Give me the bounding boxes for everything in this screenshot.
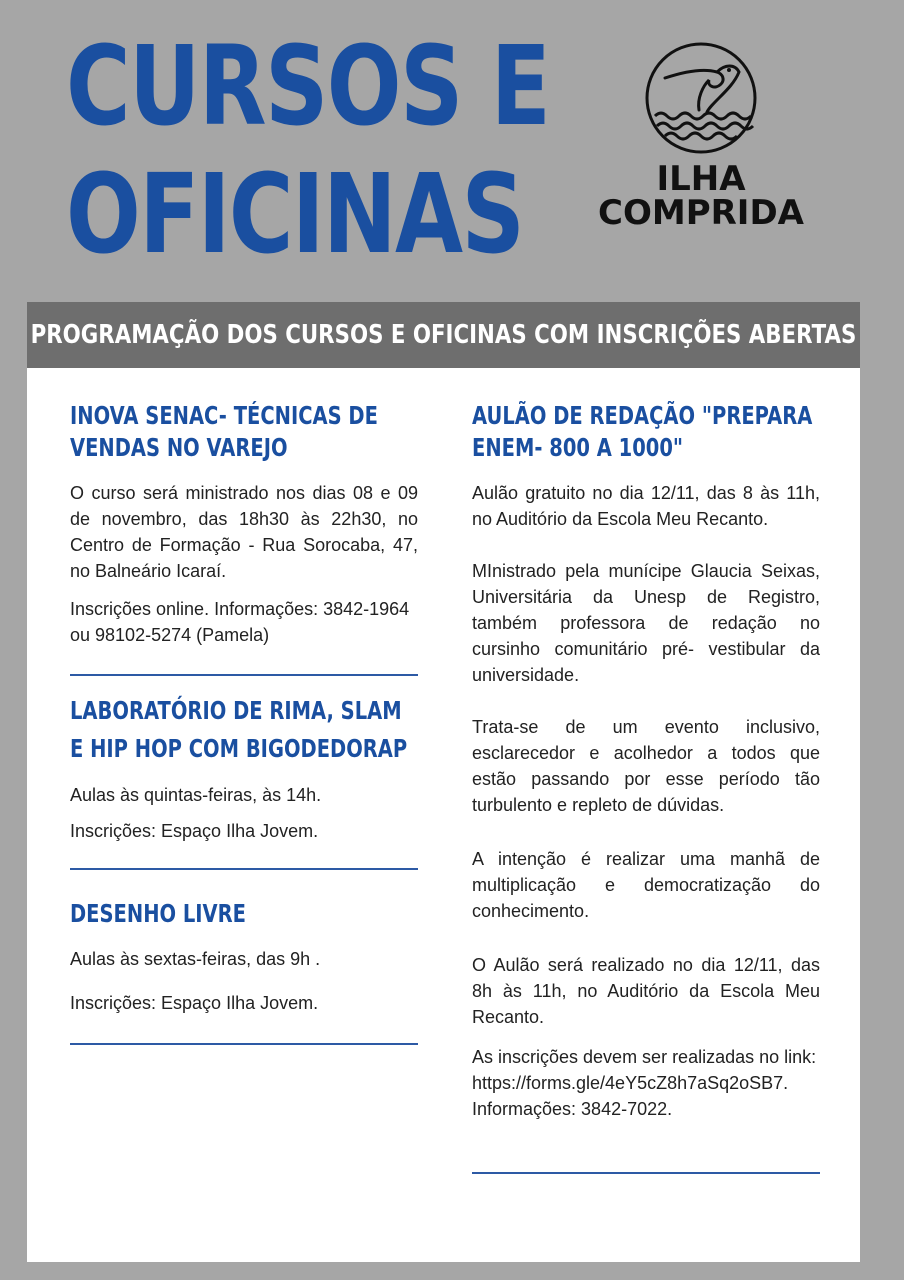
logo-text [590, 159, 812, 233]
aulao-intention: A intenção é realizar uma manhã de multiplicação e democratização do conhecimento. [472, 849, 820, 921]
content-panel [27, 368, 860, 1262]
course-laboratorio-rima-body [70, 782, 418, 808]
page-title [66, 22, 549, 278]
aulao-paragraph-1 [472, 480, 820, 532]
course-laboratorio-rima-info [70, 818, 418, 844]
course-aulao-redacao [472, 400, 820, 464]
logo-text-line-2: COMPRIDA [598, 193, 804, 233]
ilha-comprida-logo [590, 42, 812, 233]
aulao-date-location: O Aulão será realizado no dia 12/11, das 8h às 11h, no Auditório da Escola Meu Recanto. [472, 955, 820, 1027]
logo-text-line-1: ILHA [656, 159, 746, 199]
course-desenho-livre [70, 898, 418, 930]
course-title: INOVA SENAC- TÉCNICAS DE VENDAS NO VAREJO [70, 401, 378, 462]
aulao-paragraph-5 [472, 952, 820, 1030]
course-title: LABORATÓRIO DE RIMA, SLAM E HIP HOP COM BIGODEDORAP [70, 696, 408, 763]
aulao-paragraph-3 [472, 714, 820, 818]
course-schedule: Aulas às quintas-feiras, às 14h. [70, 785, 322, 805]
programming-banner [27, 302, 860, 368]
aulao-paragraph-2 [472, 558, 820, 688]
course-description: O curso será ministrado nos dias 08 e 09 de novembro, das 18h30 às 22h30, no Centro de Formação - Rua Sorocaba, 47, no Balneário Icaraí. [70, 483, 418, 581]
heron-waves-icon [643, 42, 759, 154]
registration-link[interactable]: https://forms.gle/4eY5cZ8h7aSq2oSB7. [472, 1073, 789, 1093]
aulao-registration-text: As inscrições devem ser realizadas no link: [472, 1047, 817, 1067]
aulao-description: Trata-se de um evento inclusivo, esclarecedor e acolhedor a todos que estão passando por esse período tão turbulento e repleto de dúvidas. [472, 717, 820, 815]
section-divider [70, 868, 418, 870]
section-divider [70, 1043, 418, 1045]
title-line-1: CURSOS E [66, 22, 550, 150]
aulao-intro: Aulão gratuito no dia 12/11, das 8 às 11h, no Auditório da Escola Meu Recanto. [472, 483, 820, 529]
aulao-registration [472, 1044, 820, 1122]
course-desenho-livre-body [70, 946, 418, 972]
course-registration-info: Inscrições: Espaço Ilha Jovem. [70, 993, 319, 1013]
banner-text: PROGRAMAÇÃO DOS CURSOS E OFICINAS COM INSCRIÇÕES ABERTAS [30, 320, 857, 350]
aulao-contact-info: Informações: 3842-7022. [472, 1099, 673, 1119]
course-laboratorio-rima [70, 692, 418, 768]
course-registration-info: Inscrições online. Informações: 3842-1964 ou 98102-5274 (Pamela) [70, 599, 410, 645]
course-inova-senac-body [70, 480, 418, 584]
section-divider [472, 1172, 820, 1174]
course-title: DESENHO LIVRE [70, 899, 246, 928]
section-divider [70, 674, 418, 676]
course-inova-senac [70, 400, 418, 464]
course-inova-senac-info [70, 596, 418, 648]
course-desenho-livre-info [70, 990, 418, 1016]
title-line-2: OFICINAS [66, 150, 524, 278]
course-title: AULÃO DE REDAÇÃO "PREPARA ENEM- 800 A 1000" [472, 401, 813, 462]
aulao-paragraph-4 [472, 846, 820, 924]
course-registration-info: Inscrições: Espaço Ilha Jovem. [70, 821, 319, 841]
course-schedule: Aulas às sextas-feiras, das 9h . [70, 949, 321, 969]
aulao-paragraph-6 [472, 1044, 820, 1122]
aulao-instructor: MInistrado pela munícipe Glaucia Seixas, Universitária da Unesp de Registro, também professora de redação no cursinho comunitário pré- vestibular da universidade. [472, 561, 820, 685]
